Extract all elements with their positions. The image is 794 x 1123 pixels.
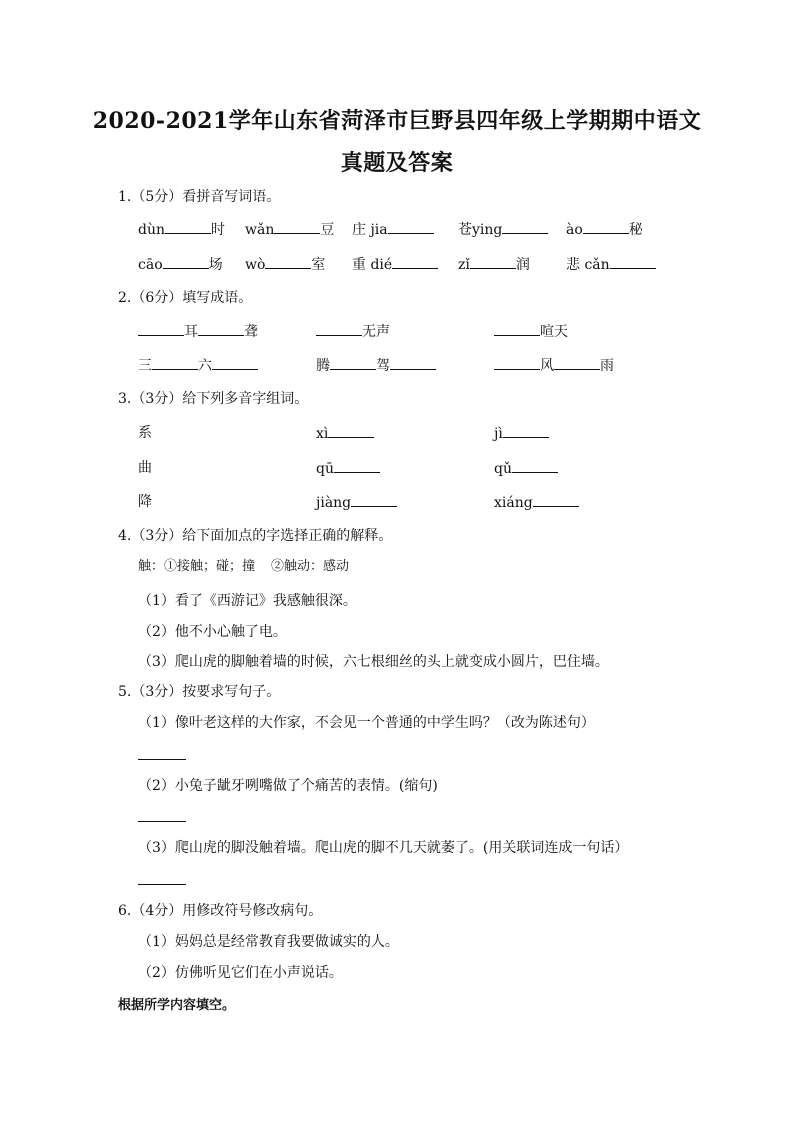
q2-idiom: 腾 驾 (316, 355, 436, 376)
answer-blank[interactable] (388, 219, 434, 234)
q3-char: 曲 (138, 460, 152, 476)
answer-blank[interactable] (138, 870, 186, 885)
q4-item: （2）他不小心触了电。 (138, 624, 287, 640)
q5-answer-line[interactable] (138, 870, 186, 891)
question-2-stem: 2.（6分）填写成语。 (118, 290, 253, 306)
q6-item: （1）妈妈总是经常教育我要做诚实的人。 (138, 934, 399, 950)
question-6-stem: 6.（4分）用修改符号修改病句。 (118, 903, 323, 919)
document-title-line-1: 2020-2021学年山东省菏泽市巨野县四年级上学期期中语文 (92, 108, 702, 134)
answer-blank[interactable] (392, 254, 438, 269)
q6-item: （2）仿佛听见它们在小声说话。 (138, 965, 343, 981)
document-title-line-2: 真题及答案 (340, 150, 454, 176)
q2-idiom: 风 雨 (494, 355, 614, 376)
answer-blank[interactable] (316, 321, 362, 336)
answer-blank[interactable] (138, 321, 184, 336)
q3-pinyin-item: xiáng (494, 492, 579, 513)
section-heading: 根据所学内容填空。 (118, 998, 236, 1013)
question-3-stem: 3.（3分）给下列多音字组词。 (118, 391, 309, 407)
q5-item: （3）爬山虎的脚没触着墙。爬山虎的脚不几天就萎了。(用关联词连成一句话） (138, 840, 629, 856)
answer-blank[interactable] (583, 219, 629, 234)
answer-blank[interactable] (274, 219, 320, 234)
answer-blank[interactable] (351, 492, 397, 507)
q3-char: 系 (138, 425, 152, 441)
q1-item: wǎn 豆 (245, 219, 334, 240)
q3-pinyin-item: jiàng (316, 492, 397, 513)
q5-answer-line[interactable] (138, 807, 186, 828)
answer-blank[interactable] (494, 321, 540, 336)
q1-item: 庄 jia (352, 219, 434, 240)
answer-blank[interactable] (212, 355, 258, 370)
answer-blank[interactable] (494, 355, 540, 370)
q5-answer-line[interactable] (138, 745, 186, 766)
answer-blank[interactable] (503, 423, 549, 438)
q1-item: zǐ 润 (458, 254, 530, 275)
answer-blank[interactable] (554, 355, 600, 370)
q3-pinyin-item: qǔ (494, 458, 558, 479)
q4-item: （1）看了《西游记》我感触很深。 (138, 593, 357, 609)
q3-pinyin-item: xì (316, 423, 374, 444)
answer-blank[interactable] (470, 254, 516, 269)
answer-blank[interactable] (165, 219, 211, 234)
q4-item: （3）爬山虎的脚触着墙的时候，六七根细丝的头上就变成小圆片，巴住墙。 (138, 654, 609, 670)
question-1-stem: 1.（5分）看拼音写词语。 (118, 189, 281, 205)
q5-item: （1）像叶老这样的大作家，不会见一个普通的中学生吗？（改为陈述句） (138, 715, 595, 731)
answer-blank[interactable] (198, 321, 244, 336)
answer-blank[interactable] (328, 423, 374, 438)
q2-idiom: 耳 聋 (138, 321, 258, 342)
q5-item: （2）小兔子龇牙咧嘴做了个痛苦的表情。(缩句) (138, 778, 438, 794)
q1-item: 苍ying (458, 219, 548, 240)
q2-idiom: 三 六 (138, 355, 258, 376)
answer-blank[interactable] (334, 458, 380, 473)
q3-pinyin-item: qū (316, 458, 380, 479)
question-4-stem: 4.（3分）给下面加点的字选择正确的解释。 (118, 528, 393, 544)
q3-pinyin-item: jì (494, 423, 549, 444)
q1-item: wò 室 (245, 254, 325, 275)
q1-item: cāo 场 (138, 254, 223, 275)
answer-blank[interactable] (390, 355, 436, 370)
q1-item: dùn 时 (138, 219, 225, 240)
answer-blank[interactable] (163, 254, 209, 269)
answer-blank[interactable] (152, 355, 198, 370)
answer-blank[interactable] (138, 745, 186, 760)
q2-idiom: 无声 (316, 321, 390, 342)
answer-blank[interactable] (330, 355, 376, 370)
answer-blank[interactable] (533, 492, 579, 507)
answer-blank[interactable] (502, 219, 548, 234)
q1-item: ào 秘 (566, 219, 643, 240)
q1-item: 悲 cǎn (566, 254, 656, 275)
q2-idiom: 喧天 (494, 321, 568, 342)
q3-char: 降 (138, 494, 152, 510)
q1-item: 重 dié (352, 254, 438, 275)
question-5-stem: 5.（3分）按要求写句子。 (118, 684, 281, 700)
q4-definitions: 触：①接触；碰；撞 ②触动：感动 (138, 559, 350, 574)
answer-blank[interactable] (138, 807, 186, 822)
answer-blank[interactable] (610, 254, 656, 269)
answer-blank[interactable] (265, 254, 311, 269)
answer-blank[interactable] (512, 458, 558, 473)
